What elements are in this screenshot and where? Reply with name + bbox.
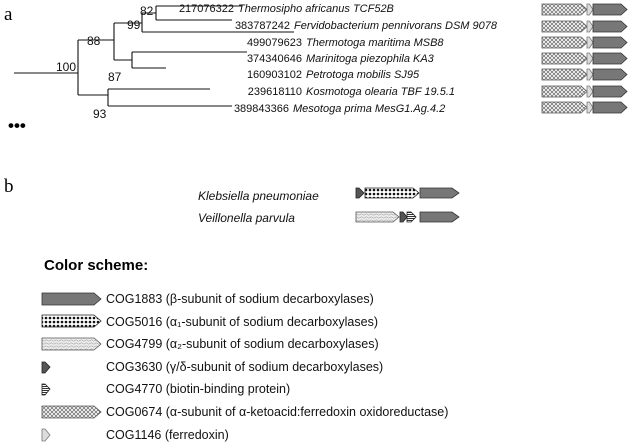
cog4770-gene bbox=[407, 212, 416, 222]
panel-b-label: b bbox=[4, 176, 14, 197]
cog1146-gene bbox=[587, 102, 593, 113]
cog1883-gene bbox=[593, 37, 627, 48]
taxon-id: 239618110 bbox=[247, 86, 302, 98]
legend-swatch-cog0674 bbox=[42, 406, 101, 418]
bootstrap-label: 88 bbox=[87, 34, 101, 48]
cog1146-gene bbox=[587, 69, 593, 80]
taxon-id: 383787242 bbox=[234, 20, 290, 32]
cog0674-gene bbox=[542, 21, 587, 32]
panel-a-label: a bbox=[4, 4, 13, 25]
taxon-id: 160903102 bbox=[246, 69, 302, 81]
cog0674-gene bbox=[542, 102, 587, 113]
organism-name: Klebsiella pneumoniae bbox=[198, 189, 319, 203]
taxon-name: Mesotoga prima MesG1.Ag.4.2 bbox=[293, 103, 446, 115]
taxon-name: Fervidobacterium pennivorans DSM 9078 bbox=[294, 20, 497, 32]
taxon-name: Marinitoga piezophila KA3 bbox=[306, 53, 434, 65]
cog1883-gene bbox=[420, 188, 459, 198]
taxon-id: 374340646 bbox=[246, 53, 302, 65]
organism-name: Veillonella parvula bbox=[198, 211, 295, 225]
cog1883-gene bbox=[593, 102, 627, 113]
operon-column bbox=[542, 4, 627, 113]
cog0674-gene bbox=[542, 69, 587, 80]
legend-swatch-cog1883 bbox=[42, 293, 101, 305]
cog1146-gene bbox=[587, 21, 593, 32]
bootstrap-label: 87 bbox=[108, 70, 122, 84]
legend-label: COG4799 (α₂-subunit of sodium decarboxylases) bbox=[106, 337, 379, 351]
bootstrap-label: 100 bbox=[56, 60, 77, 74]
taxon-name: Kosmotoga olearia TBF 19.5.1 bbox=[306, 86, 455, 98]
cog1146-gene bbox=[587, 4, 593, 15]
tree-branch-87 bbox=[114, 52, 132, 68]
cog3630-gene bbox=[356, 188, 364, 198]
taxon-name: Thermotoga maritima MSB8 bbox=[306, 37, 444, 49]
cog0674-gene bbox=[542, 4, 587, 15]
legend-title: Color scheme: bbox=[44, 257, 149, 274]
cog1883-gene bbox=[593, 53, 627, 64]
legend-label: COG5016 (α₁-subunit of sodium decarboxylases) bbox=[106, 315, 378, 329]
tree-continuation-dots: ••• bbox=[8, 116, 26, 135]
cog1146-gene bbox=[587, 86, 593, 97]
legend-label: COG1146 (ferredoxin) bbox=[106, 428, 229, 442]
legend-label: COG3630 (γ/δ-subunit of sodium decarboxylases) bbox=[106, 360, 384, 374]
legend-swatch-cog1146 bbox=[42, 429, 50, 441]
legend-label: COG4770 (biotin-binding protein) bbox=[106, 382, 291, 396]
cog0674-gene bbox=[542, 53, 587, 64]
bootstrap-label: 82 bbox=[140, 4, 154, 18]
cog5016-gene bbox=[365, 188, 419, 198]
cog1146-gene bbox=[587, 37, 593, 48]
cog3630-gene bbox=[400, 212, 407, 222]
operon-veillonella bbox=[356, 212, 459, 222]
cog1883-gene bbox=[593, 69, 627, 80]
legend-label: COG1883 (β-subunit of sodium decarboxylases) bbox=[106, 292, 374, 306]
taxon-id: 217076322 bbox=[178, 3, 234, 15]
bootstrap-label: 99 bbox=[127, 18, 141, 32]
cog1883-gene bbox=[593, 21, 627, 32]
taxon-id: 499079623 bbox=[246, 37, 302, 49]
taxon-name: Thermosipho africanus TCF52B bbox=[238, 3, 394, 15]
legend-swatch-cog3630 bbox=[42, 362, 50, 373]
taxon-id: 389843366 bbox=[233, 103, 289, 115]
legend bbox=[42, 293, 101, 441]
cog1883-gene bbox=[420, 212, 459, 222]
cog0674-gene bbox=[542, 37, 587, 48]
cog1883-gene bbox=[593, 4, 627, 15]
tree-branch-93 bbox=[78, 89, 108, 106]
bootstrap-label: 93 bbox=[93, 107, 107, 121]
taxon-name: Petrotoga mobilis SJ95 bbox=[306, 69, 420, 81]
legend-swatch-cog4799 bbox=[42, 338, 101, 350]
operon-klebsiella bbox=[356, 188, 459, 198]
cog4799-gene bbox=[356, 212, 399, 222]
cog0674-gene bbox=[542, 86, 587, 97]
legend-label: COG0674 (α-subunit of α-ketoacid:ferredoxin oxidoreductase) bbox=[106, 405, 449, 419]
legend-swatch-cog4770 bbox=[42, 384, 50, 395]
cog1883-gene bbox=[593, 86, 627, 97]
cog1146-gene bbox=[587, 53, 593, 64]
legend-swatch-cog5016 bbox=[42, 315, 101, 327]
